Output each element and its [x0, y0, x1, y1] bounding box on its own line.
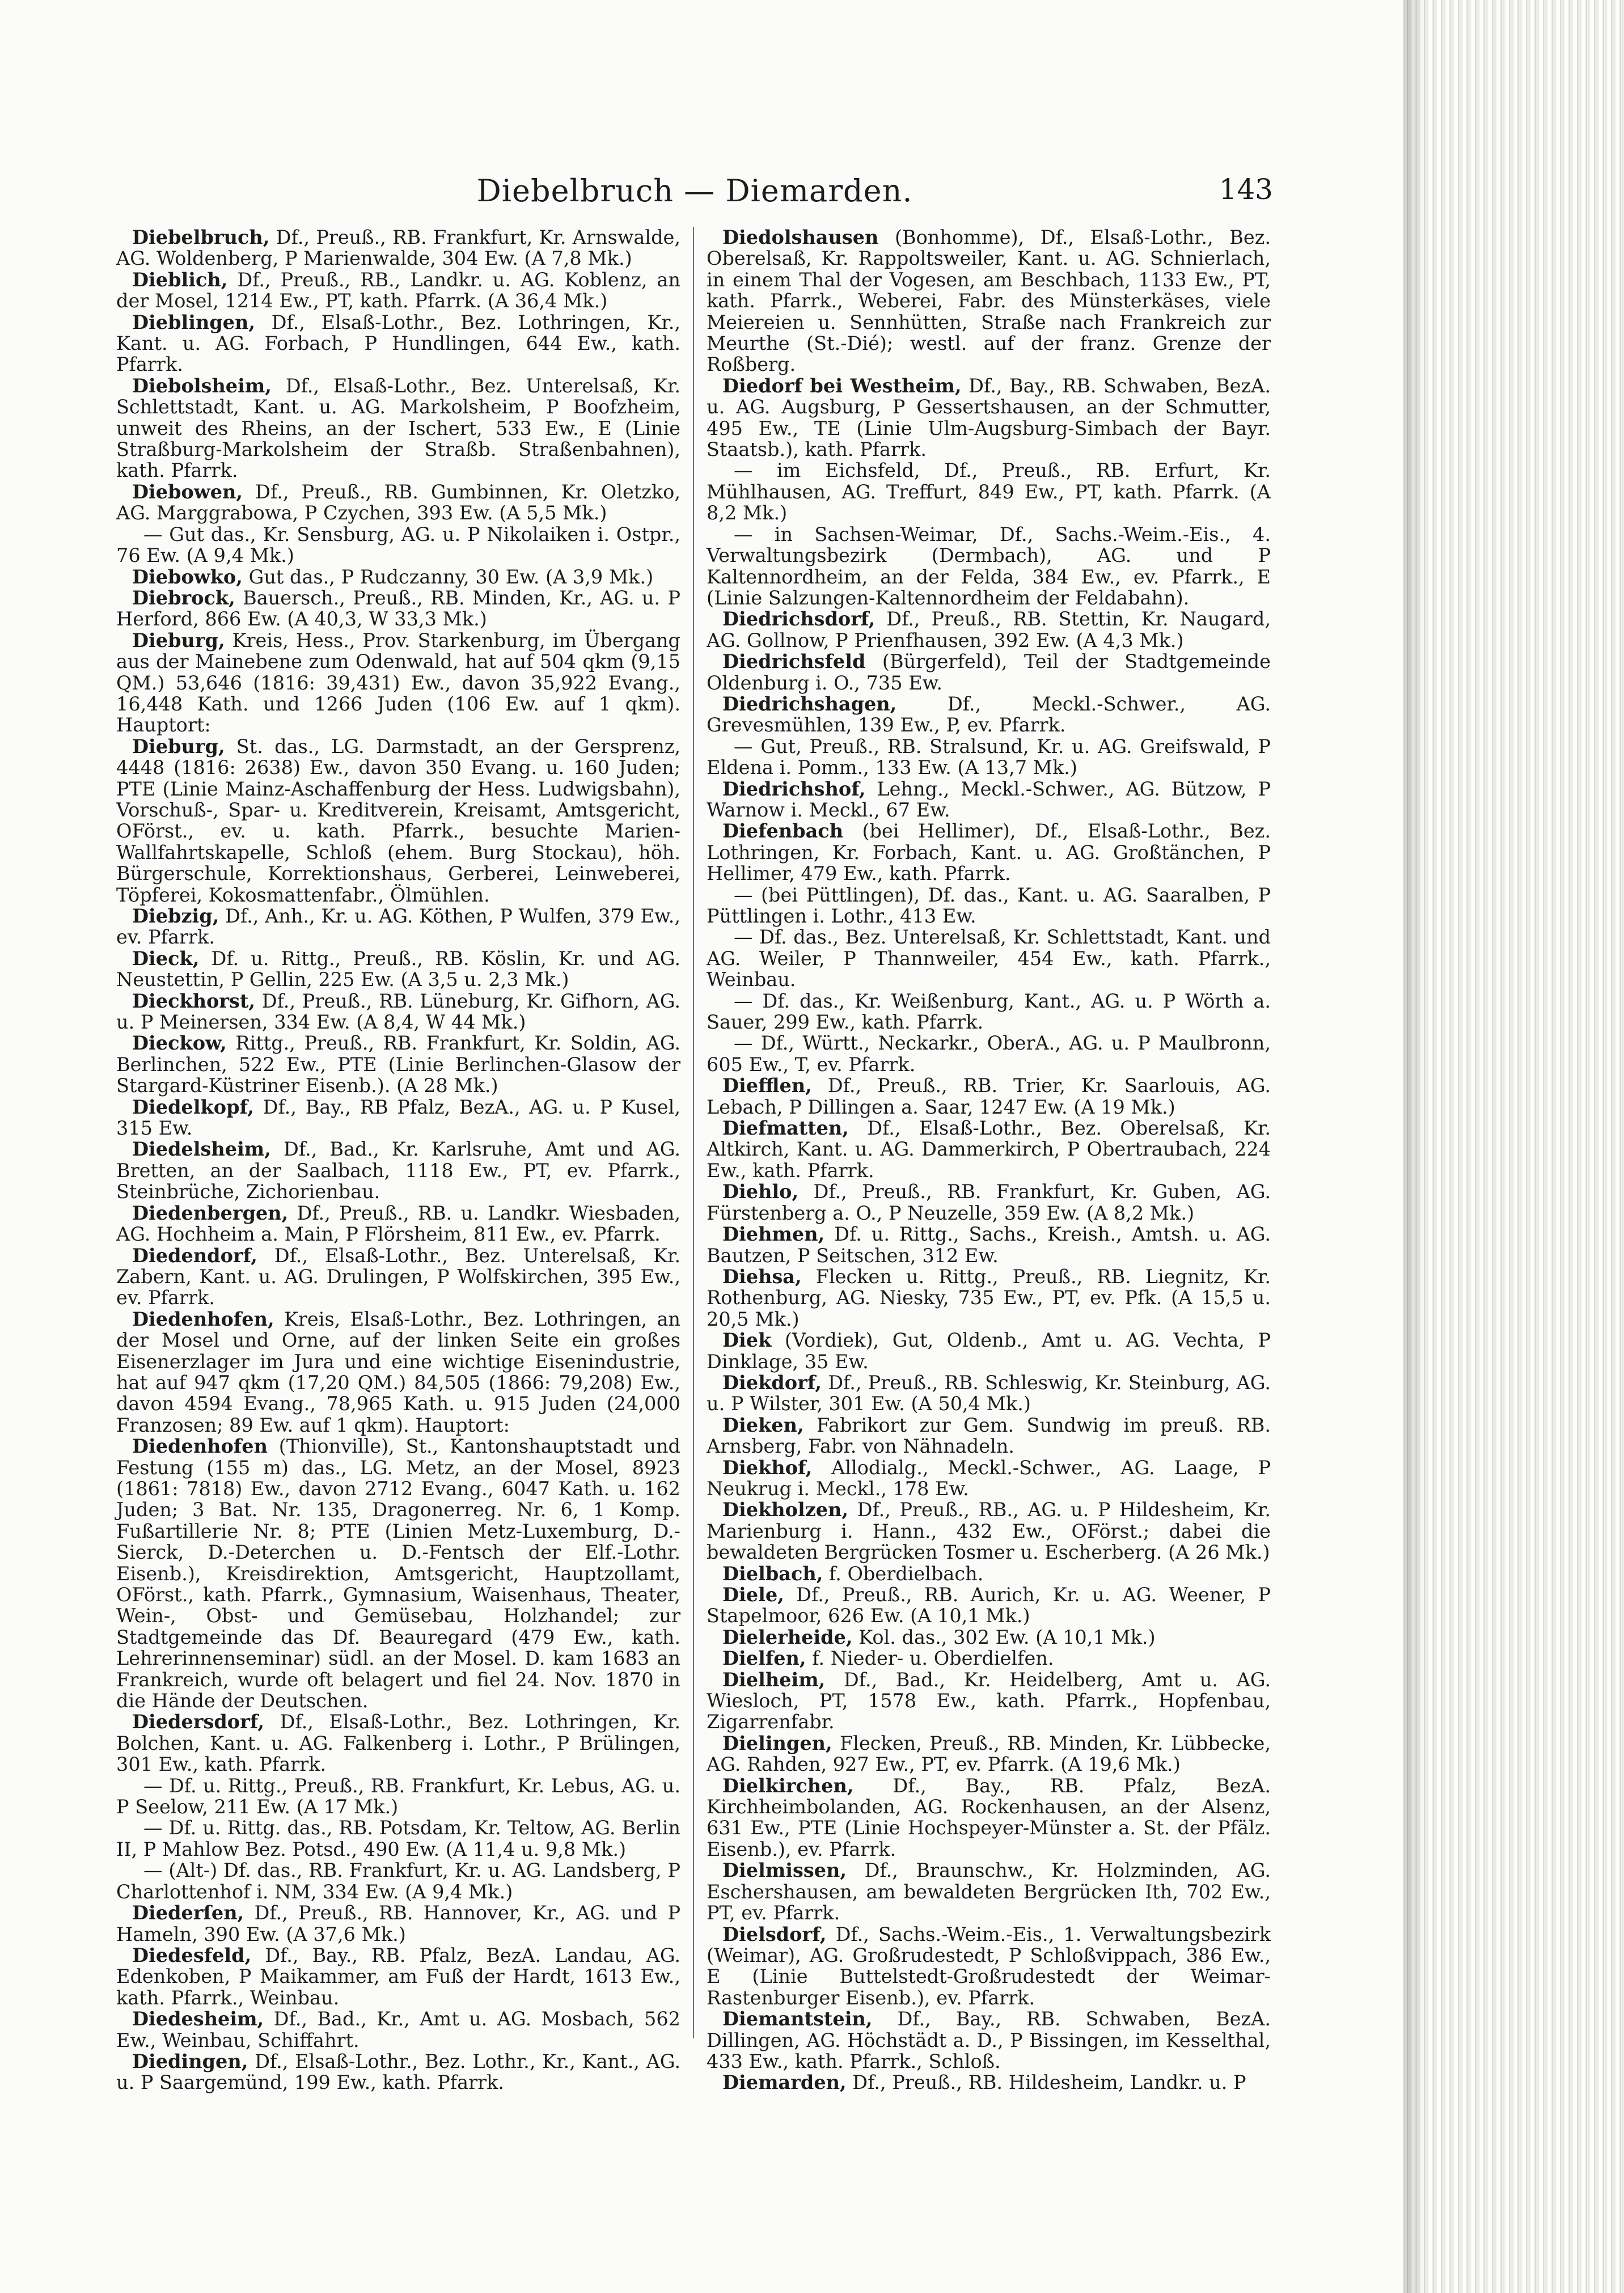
entry-headword: Dieblingen,: [132, 311, 256, 333]
entry-text: (Bonhomme), Df., Elsaß-Lothr., Bez. Oberelsaß, Kr. Rappoltsweiler, Kant. u. AG. Schnierlach, in einem Thal der Vogesen, am Beschbach, 1133 Ew., PT, kath. Pfarrk., Weberei, Fabr. des Münsterkäses, viele Meiereien u. Sennhütten, Straße nach Frankreich zur Meurthe (St.-Dié); westl. auf der franz. Grenze der Roßberg.: [707, 226, 1271, 376]
entry-text: Df. u. Rittg., Sachs., Kreish., Amtsh. u. AG. Bautzen, P Seitschen, 312 Ew.: [707, 1223, 1271, 1267]
entry-text: Df., Preuß., RB. Stettin, Kr. Naugard, AG. Gollnow, P Prienfhausen, 392 Ew. (A 4,3 Mk.): [707, 608, 1271, 651]
entry-text: Df., Sachs.-Weim.-Eis., 1. Verwaltungsbezirk (Weimar), AG. Großrudestedt, P Schloßvippach, 386 Ew., E (Linie Buttelstedt-Großrudestedt der Weimar-Rastenburger Eisenb.), ev. Pfarrk.: [707, 1923, 1271, 2009]
entry-headword: Diekholzen,: [722, 1499, 849, 1521]
entry-text: Df., Elsaß-Lothr., Bez. Lothringen, Kr. Bolchen, Kant. u. AG. Falkenberg i. Lothr., P Brülingen, 301 Ew., kath. Pfarrk.: [116, 1711, 680, 1776]
entry-headword: Diedrichshagen,: [722, 692, 897, 715]
gazetteer-entry: [707, 885, 1271, 927]
entry-headword: Diebzig,: [132, 905, 219, 927]
gazetteer-entry: [707, 227, 1271, 375]
gazetteer-entry: [116, 1097, 680, 1139]
entry-text: Df., Bay., RB Pfalz, BezA., AG. u. P Kusel, 315 Ew.: [116, 1095, 680, 1140]
entry-headword: Diedelsheim,: [132, 1138, 271, 1161]
entry-headword: Dielingen,: [722, 1732, 832, 1754]
entry-text: Df., Bad., Kr., Amt u. AG. Mosbach, 562 Ew., Weinbau, Schiffahrt.: [116, 2008, 680, 2051]
page-header: [116, 173, 1273, 218]
entry-headword: Diebowko,: [132, 565, 243, 588]
entry-headword: Diedendorf,: [132, 1244, 257, 1267]
entry-text: Df., Bay., RB. Schwaben, BezA. u. AG. Augsburg, P Gessertshausen, an der Schmutter, 495 Ew., TE (Linie Ulm-Augsburg-Simbach der Bayr. Staatsb.), kath. Pfarrk.: [707, 374, 1271, 461]
gazetteer-entry: [707, 460, 1271, 523]
gazetteer-entry: [707, 375, 1271, 460]
entry-headword: Dieckhorst,: [132, 989, 256, 1012]
entry-headword: Diemarden,: [722, 2071, 847, 2094]
entry-headword: Diefmatten,: [722, 1117, 849, 1140]
entry-text: Df., Elsaß-Lothr., Bez. Unterelsaß, Kr. Zabern, Kant. u. AG. Drulingen, P Wolfskirchen, 395 Ew., ev. Pfarrk.: [116, 1244, 680, 1309]
entry-text: — Df. das., Kr. Weißenburg, Kant., AG. u. P Wörth a. Sauer, 299 Ew., kath. Pfarrk.: [707, 989, 1271, 1034]
gazetteer-entry: [116, 1711, 680, 1775]
entry-headword: Diebolsheim,: [132, 374, 272, 397]
entry-text: Kol. das., 302 Ew. (A 10,1 Mk.): [852, 1626, 1156, 1648]
gazetteer-entry: [116, 227, 680, 269]
gazetteer-entry: [116, 1436, 680, 1711]
gazetteer-entry: [707, 1648, 1271, 1669]
gazetteer-entry: [707, 991, 1271, 1033]
entry-text: Df., Preuß., RB. Trier, Kr. Saarlouis, AG. Lebach, P Dillingen a. Saar, 1247 Ew. (A 19 Mk.): [707, 1074, 1271, 1118]
gazetteer-entry: [707, 651, 1271, 693]
entry-text: — Df. u. Rittg., Preuß., RB. Frankfurt, Kr. Lebus, AG. u. P Seelow, 211 Ew. (A 17 Mk.): [116, 1774, 680, 1818]
page-edge-shadow: [1403, 0, 1426, 2293]
entry-text: — in Sachsen-Weimar, Df., Sachs.-Weim.-Eis., 4. Verwaltungsbezirk (Dermbach), AG. und P Kaltennordheim, an der Felda, 384 Ew., ev. Pfarrk., E (Linie Salzungen-Kaltennordheim der Feldabahn).: [707, 523, 1271, 609]
entry-headword: Dieburg,: [132, 629, 225, 651]
gazetteer-entry: [116, 906, 680, 948]
entry-headword: Diele,: [722, 1584, 784, 1606]
entry-headword: Diefenbach: [722, 820, 844, 843]
gazetteer-entry: [707, 1224, 1271, 1266]
entry-headword: Diebelbruch,: [132, 226, 270, 248]
gazetteer-entry: [707, 926, 1271, 990]
entry-text: Df., Preuß., RB., AG. u. P Hildesheim, Kr. Marienburg i. Hann., 432 Ew., OFörst.; dabei die bewaldeten Bergrücken Tosmer u. Escherberg. (A 26 Mk.): [707, 1499, 1271, 1564]
entry-text: Df., Preuß., RB. Hannover, Kr., AG. und P Hameln, 390 Ew. (A 37,6 Mk.): [116, 1902, 680, 1945]
gazetteer-entry: [116, 1033, 680, 1096]
gazetteer-entry: [116, 1203, 680, 1245]
entry-text: — Gut, Preuß., RB. Stralsund, Kr. u. AG. Greifswald, P Eldena i. Pomm., 133 Ew. (A 13,7 Mk.): [707, 735, 1271, 779]
entry-text: Df., Braunschw., Kr. Holzminden, AG. Eschershausen, am bewaldeten Bergrücken Ith, 702 Ew., PT, ev. Pfarrk.: [707, 1859, 1271, 1924]
entry-headword: Diedesfeld,: [132, 1944, 252, 1966]
entry-text: — Df., Württ., Neckarkr., OberA., AG. u. P Maulbronn, 605 Ew., T, ev. Pfarrk.: [707, 1032, 1271, 1076]
entry-headword: Diemantstein,: [722, 2008, 873, 2030]
entry-headword: Dieblich,: [132, 268, 228, 291]
entry-text: (bei Hellimer), Df., Elsaß-Lothr., Bez. Lothringen, Kr. Forbach, Kant. u. AG. Großtänchen, P Hellimer, 479 Ew., kath. Pfarrk.: [707, 820, 1271, 885]
entry-headword: Diedolshausen: [722, 226, 879, 248]
entry-text: (Thionville), St., Kantonshauptstadt und Festung (155 m) das., LG. Metz, an der Mosel, 8923 (1861: 7818) Ew., davon 2712 Evang., 6047 Kath. u. 162 Juden; 3 Bat. Nr. 135, Dragonerreg. Nr. 6, 1 Komp. Fußartillerie Nr. 8; PTE (Linien Metz-Luxemburg, D.-Sierck, D.-Deterchen u. D.-Fentsch der Elf.-Lothr. Eisenb.), Kreisdirektion, Amtsgericht, Hauptzollamt, OFörst., kath. Pfarrk., Gymnasium, Waisenhaus, Theater, Wein-, Obst- und Gemüsebau, Holzhandel; zur Stadtgemeinde das Df. Beauregard (479 Ew., kath. Lehrerinnenseminar) südl. an der Mosel. D. kam 1683 an Frankreich, wurde oft belagert und fiel 24. Nov. 1870 in die Hände der Deutschen.: [116, 1435, 680, 1712]
gazetteer-entry: [116, 375, 680, 481]
gazetteer-entry: [707, 2008, 1271, 2072]
entry-headword: Diek: [722, 1329, 772, 1352]
entry-headword: Diehmen,: [722, 1223, 825, 1246]
entry-headword: Diedenbergen,: [132, 1202, 289, 1224]
gazetteer-entry: [116, 630, 680, 736]
gazetteer-entry: [116, 1245, 680, 1309]
gazetteer-entry: [116, 587, 680, 630]
gazetteer-entry: [116, 2051, 680, 2093]
entry-text: Df., Preuß., RB. Hildesheim, Landkr. u. P: [846, 2071, 1246, 2094]
gazetteer-entry: [707, 1563, 1271, 1584]
entry-headword: Diedrichsdorf,: [722, 608, 876, 631]
entry-text: Df., Bad., Kr. Heidelberg, Amt u. AG. Wiesloch, PT, 1578 Ew., kath. Pfarrk., Hopfenbau, Zigarrenfabr.: [707, 1668, 1271, 1733]
entry-text: Df., Preuß., RB., Landkr. u. AG. Koblenz, an der Mosel, 1214 Ew., PT, kath. Pfarrk. (A 36,4 Mk.): [116, 268, 680, 312]
gazetteer-entry: [116, 481, 680, 524]
entry-headword: Diedenhofen: [132, 1435, 268, 1458]
gazetteer-entry: [707, 1330, 1271, 1372]
entry-headword: Diefflen,: [722, 1074, 812, 1097]
entry-text: — (Alt-) Df. das., RB. Frankfurt, Kr. u. AG. Landsberg, P Charlottenhof i. NM, 334 Ew. (A 9,4 Mk.): [116, 1859, 680, 1903]
entry-text: — Gut das., Kr. Sensburg, AG. u. P Nikolaiken i. Ostpr., 76 Ew. (A 9,4 Mk.): [116, 523, 680, 567]
entry-headword: Dieckow,: [132, 1032, 227, 1055]
gazetteer-entry: [707, 1860, 1271, 1923]
gazetteer-entry: [116, 1775, 680, 1818]
gazetteer-entry: [116, 566, 680, 587]
entry-text: Df., Meckl.-Schwer., AG. Grevesmühlen, 139 Ew., P, ev. Pfarrk.: [707, 692, 1271, 737]
entry-text: Df., Anh., Kr. u. AG. Köthen, P Wulfen, 379 Ew., ev. Pfarrk.: [116, 905, 680, 949]
entry-text: — Df. u. Rittg. das., RB. Potsdam, Kr. Teltow, AG. Berlin II, P Mahlow Bez. Potsd., 490 Ew. (A 11,4 u. 9,8 Mk.): [116, 1817, 680, 1860]
gazetteer-entry: [116, 1860, 680, 1902]
gazetteer-entry: [707, 524, 1271, 609]
running-head: Diebelbruch — Diemarden.: [476, 173, 913, 209]
entry-text: Bauersch., Preuß., RB. Minden, Kr., AG. u. P Herford, 866 Ew. (A 40,3, W 33,3 Mk.): [116, 586, 680, 631]
gazetteer-entry: [116, 1139, 680, 1202]
entry-text: f. Oberdielbach.: [823, 1562, 984, 1585]
entry-text: Df., Elsaß-Lothr., Bez. Unterelsaß, Kr. Schlettstadt, Kant. u. AG. Markolsheim, P Boofzheim, unweit des Rheins, an der Ischert, 533 Ew., E (Linie Straßburg-Markolsheim der Straßb. Straßenbahnen), kath. Pfarrk.: [116, 374, 680, 482]
entry-text: Df., Preuß., RB. Frankfurt, Kr. Guben, AG. Fürstenberg a. O., P Neuzelle, 359 Ew. (A 8,2 Mk.): [707, 1181, 1271, 1224]
gazetteer-entry: [707, 1266, 1271, 1330]
entry-headword: Dielsdorf,: [722, 1923, 827, 1945]
gazetteer-entry: [707, 1075, 1271, 1118]
entry-headword: Diehlo,: [722, 1181, 799, 1203]
gazetteer-entry: [116, 524, 680, 566]
entry-text: Df., Preuß., RB. u. Landkr. Wiesbaden, AG. Hochheim a. Main, P Flörsheim, 811 Ew., ev. Pfarrk.: [116, 1202, 680, 1246]
right-column: [707, 227, 1271, 2093]
gazetteer-entry: [707, 779, 1271, 821]
gazetteer-entry: [116, 269, 680, 312]
page-number: 143: [1219, 173, 1273, 206]
gazetteer-entry: [707, 1733, 1271, 1775]
entry-text: Df., Preuß., RB. Gumbinnen, Kr. Oletzko, AG. Marggrabowa, P Czychen, 393 Ew. (A 5,5 Mk.): [116, 480, 680, 524]
entry-text: — im Eichsfeld, Df., Preuß., RB. Erfurt, Kr. Mühlhausen, AG. Treffurt, 849 Ew., PT, kath. Pfarrk. (A 8,2 Mk.): [707, 459, 1271, 524]
gazetteer-entry: [707, 1033, 1271, 1075]
gazetteer-entry: [707, 2072, 1271, 2093]
gazetteer-entry: [707, 1181, 1271, 1224]
gazetteer-entry: [116, 1945, 680, 2008]
gazetteer-entry: [707, 1775, 1271, 1860]
entry-headword: Diedersdorf,: [132, 1711, 265, 1733]
entry-headword: Diebowen,: [132, 480, 243, 503]
entry-text: Flecken, Preuß., RB. Minden, Kr. Lübbecke, AG. Rahden, 927 Ew., PT, ev. Pfarrk. (A 19,6 Mk.): [707, 1732, 1271, 1776]
gazetteer-entry: [707, 1584, 1271, 1627]
gazetteer-entry: [116, 948, 680, 991]
entry-text: Flecken u. Rittg., Preuß., RB. Liegnitz, Kr. Rothenburg, AG. Niesky, 735 Ew., PT, ev. Pfk. (A 15,5 u. 20,5 Mk.): [707, 1265, 1271, 1330]
gazetteer-entry: [116, 1817, 680, 1860]
gazetteer-entry: [707, 1669, 1271, 1733]
entry-text: Df., Bay., RB. Schwaben, BezA. Dillingen, AG. Höchstädt a. D., P Bissingen, im Kesselthal, 433 Ew., kath. Pfarrk., Schloß.: [707, 2008, 1271, 2072]
entry-text: Df., Preuß., RB. Lüneburg, Kr. Gifhorn, AG. u. P Meinersen, 334 Ew. (A 8,4, W 44 Mk.): [116, 989, 680, 1034]
entry-text: Allodialg., Meckl.-Schwer., AG. Laage, P Neukrug i. Meckl., 178 Ew.: [707, 1456, 1271, 1500]
gazetteer-entry: [707, 1118, 1271, 1181]
entry-headword: Diekhof,: [722, 1456, 813, 1479]
gazetteer-entry: [707, 608, 1271, 651]
entry-text: Fabrikort zur Gem. Sundwig im preuß. RB. Arnsberg, Fabr. von Nähnadeln.: [707, 1414, 1271, 1458]
entry-text: Df., Preuß., RB. Frankfurt, Kr. Arnswalde, AG. Woldenberg, P Marienwalde, 304 Ew. (A 7,8 Mk.): [116, 226, 680, 270]
entry-headword: Dielbach,: [722, 1562, 823, 1585]
gazetteer-entry: [707, 820, 1271, 884]
entry-text: Df. u. Rittg., Preuß., RB. Köslin, Kr. und AG. Neustettin, P Gellin, 225 Ew. (A 3,5 u. 2,3 Mk.): [116, 947, 680, 991]
gazetteer-entry: [707, 1372, 1271, 1415]
entry-text: Gut das., P Rudczanny, 30 Ew. (A 3,9 Mk.): [242, 565, 654, 588]
page-edge-stack: [1403, 0, 1624, 2293]
gazetteer-entry: [707, 736, 1271, 779]
entry-text: Df., Preuß., RB. Aurich, Kr. u. AG. Weener, P Stapelmoor, 626 Ew. (A 10,1 Mk.): [707, 1584, 1271, 1627]
gazetteer-entry: [707, 1457, 1271, 1500]
entry-headword: Dieken,: [722, 1414, 804, 1436]
entry-text: Df., Preuß., RB. Schleswig, Kr. Steinburg, AG. u. P Wilster, 301 Ew. (A 50,4 Mk.): [707, 1371, 1271, 1415]
entry-text: Df., Bad., Kr. Karlsruhe, Amt und AG. Bretten, an der Saalbach, 1118 Ew., PT, ev. Pfarrk., Steinbrüche, Zichorienbau.: [116, 1138, 680, 1203]
entry-text: f. Nieder- u. Oberdielfen.: [806, 1647, 1054, 1670]
gazetteer-entry: [707, 1499, 1271, 1563]
entry-text: (Bürgerfeld), Teil der Stadtgemeinde Oldenburg i. O., 735 Ew.: [707, 650, 1271, 694]
entry-headword: Diedrichshof,: [722, 777, 866, 800]
entry-text: Df., Bay., RB. Pfalz, BezA. Kirchheimbolanden, AG. Rockenhausen, an der Alsenz, 631 Ew., PTE (Linie Hochspeyer-Münster a. St. der Pfälz. Eisenb.), ev. Pfarrk.: [707, 1774, 1271, 1860]
entry-text: Kreis, Elsaß-Lothr., Bez. Lothringen, an der Mosel und Orne, auf der linken Seite ein großes Eisenerzlager im Jura und eine wichtige Eisenindustrie, hat auf 947 qkm (17,20 QM.) 84,505 (1866: 79,208) Ew., davon 4594 Evang., 78,965 Kath. u. 915 Juden (24,000 Franzosen; 89 Ew. auf 1 qkm). Hauptort:: [116, 1308, 680, 1436]
entry-headword: Diedelkopf,: [132, 1095, 254, 1118]
gazetteer-entry: [116, 991, 680, 1033]
entry-headword: Dielkirchen,: [722, 1774, 854, 1797]
entry-headword: Dieburg,: [132, 735, 225, 758]
entry-headword: Dielerheide,: [722, 1626, 853, 1648]
entry-headword: Diedrichsfeld: [722, 650, 866, 673]
entry-text: — (bei Püttlingen), Df. das., Kant. u. AG. Saaralben, P Püttlingen i. Lothr., 413 Ew.: [707, 883, 1271, 927]
entry-text: Df., Bay., RB. Pfalz, BezA. Landau, AG. Edenkoben, P Maikammer, am Fuß der Hardt, 1613 Ew., kath. Pfarrk., Weinbau.: [116, 1944, 680, 2009]
entry-text: Df., Elsaß-Lothr., Bez. Oberelsaß, Kr. Altkirch, Kant. u. AG. Dammerkirch, P Obertraubach, 224 Ew., kath. Pfarrk.: [707, 1117, 1271, 1182]
entry-headword: Diedorf bei Westheim,: [722, 374, 962, 397]
entry-headword: Diebrock,: [132, 586, 235, 609]
entry-text: Df., Elsaß-Lothr., Bez. Lothr., Kr., Kant., AG. u. P Saargemünd, 199 Ew., kath. Pfarrk.: [116, 2050, 680, 2094]
entry-headword: Diedenhofen,: [132, 1308, 274, 1330]
entry-headword: Dielmissen,: [722, 1859, 847, 1882]
left-column: [116, 227, 680, 2093]
entry-text: St. das., LG. Darmstadt, an der Gersprenz, 4448 (1816: 2638) Ew., davon 350 Evang. u. 160 Juden; PTE (Linie Mainz-Aschaffenburg der Hess. Ludwigsbahn), Vorschuß-, Spar- u. Kreditverein, Kreisamt, Amtsgericht, OFörst., ev. u. kath. Pfarrk., besuchte Marien-Wallfahrtskapelle, Schloß (ehem. Burg Stockau), höh. Bürgerschule, Korrektionshaus, Gerberei, Leinweberei, Töpferei, Kokosmattenfabr., Ölmühlen.: [116, 735, 680, 906]
entry-headword: Diedesheim,: [132, 2008, 264, 2030]
column-divider: [693, 227, 694, 2038]
entry-headword: Diedingen,: [132, 2050, 248, 2072]
entry-text: Lehng., Meckl.-Schwer., AG. Bützow, P Warnow i. Meckl., 67 Ew.: [707, 777, 1271, 821]
entry-text: Rittg., Preuß., RB. Frankfurt, Kr. Soldin, AG. Berlinchen, 522 Ew., PTE (Linie Berlinchen-Glasow der Stargard-Küstriner Eisenb.). (A 28 Mk.): [116, 1032, 680, 1097]
entry-text: Df., Elsaß-Lothr., Bez. Lothringen, Kr., Kant. u. AG. Forbach, P Hundlingen, 644 Ew., kath. Pfarrk.: [116, 311, 680, 376]
entry-headword: Diekdorf,: [722, 1371, 822, 1394]
entry-headword: Dielfen,: [722, 1647, 806, 1670]
entry-text: — Df. das., Bez. Unterelsaß, Kr. Schlettstadt, Kant. und AG. Weiler, P Thannweiler, 454 Ew., kath. Pfarrk., Weinbau.: [707, 926, 1271, 991]
gazetteer-entry: [116, 1309, 680, 1436]
gazetteer-entry: [707, 693, 1271, 736]
gazetteer-entry: [116, 312, 680, 375]
gazetteer-entry: [116, 2008, 680, 2051]
gazetteer-entry: [707, 1924, 1271, 2009]
gazetteer-entry: [116, 736, 680, 906]
gazetteer-entry: [707, 1627, 1271, 1648]
entry-headword: Dielheim,: [722, 1668, 826, 1691]
entry-headword: Diehsa,: [722, 1265, 802, 1288]
entry-headword: Dieck,: [132, 947, 200, 970]
entry-headword: Diederſen,: [132, 1902, 244, 1924]
gazetteer-entry: [116, 1902, 680, 1945]
entry-text: (Vordiek), Gut, Oldenb., Amt u. AG. Vechta, P Dinklage, 35 Ew.: [707, 1329, 1271, 1373]
entry-text: Kreis, Hess., Prov. Starkenburg, im Übergang aus der Mainebene zum Odenwald, hat auf 504 qkm (9,15 QM.) 53,646 (1816: 39,431) Ew., davon 35,922 Evang., 16,448 Kath. und 1266 Juden (106 Ew. auf 1 qkm). Hauptort:: [116, 629, 680, 737]
gazetteer-entry: [707, 1415, 1271, 1457]
